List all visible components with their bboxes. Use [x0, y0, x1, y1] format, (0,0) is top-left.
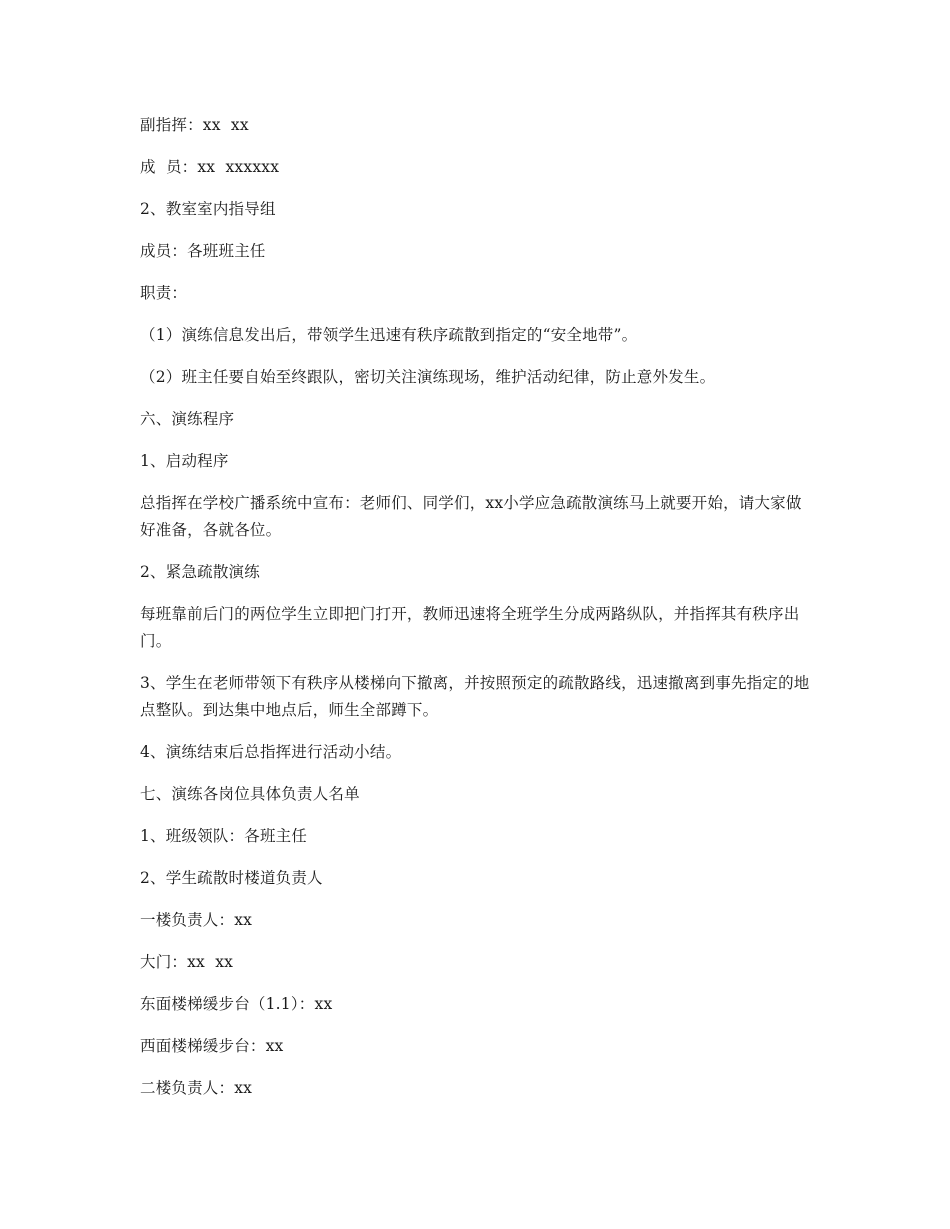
list-item: 东面楼梯缓步台（1.1）：xx: [140, 995, 333, 1013]
list-item: 2、学生疏散时楼道负责人: [140, 869, 323, 887]
duty-item: （2）班主任要自始至终跟队，密切关注演练现场，维护活动纪律，防止意外发生。: [140, 368, 716, 386]
list-item: 西面楼梯缓步台：xx: [140, 1037, 284, 1055]
list-item: 大门：xx xx: [140, 953, 234, 971]
section-heading: 1、启动程序: [140, 452, 229, 470]
section-heading: 2、教室室内指导组: [140, 200, 276, 218]
paragraph: 4、演练结束后总指挥进行活动小结。: [140, 743, 402, 761]
members-line: 成员：各班班主任: [140, 242, 266, 260]
document-body: [140, 112, 812, 1117]
list-item: 1、班级领队：各班主任: [140, 827, 308, 845]
chapter-heading: 七、演练各岗位具体负责人名单: [140, 785, 360, 803]
deputy-commander-line: 副指挥：xx xx: [140, 116, 249, 134]
duties-label: 职责：: [140, 284, 188, 302]
section-heading: 2、紧急疏散演练: [140, 563, 260, 581]
paragraph: 每班靠前后门的两位学生立即把门打开，教师迅速将全班学生分成两路纵队，并指挥其有秩序出门。: [140, 605, 800, 650]
paragraph: 3、学生在老师带领下有秩序从楼梯向下撤离，并按照预定的疏散路线，迅速撤离到事先指定的地点整队。到达集中地点后，师生全部蹲下。: [140, 674, 810, 719]
list-item: 二楼负责人：xx: [140, 1079, 253, 1097]
members-line: 成 员：xx xxxxxx: [140, 158, 280, 176]
duty-item: （1）演练信息发出后，带领学生迅速有秩序疏散到指定的“安全地带”。: [140, 326, 638, 344]
chapter-heading: 六、演练程序: [140, 410, 235, 428]
list-item: 一楼负责人：xx: [140, 911, 253, 929]
paragraph: 总指挥在学校广播系统中宣布：老师们、同学们，xx小学应急疏散演练马上就要开始，请大家做好准备，各就各位。: [140, 494, 802, 539]
